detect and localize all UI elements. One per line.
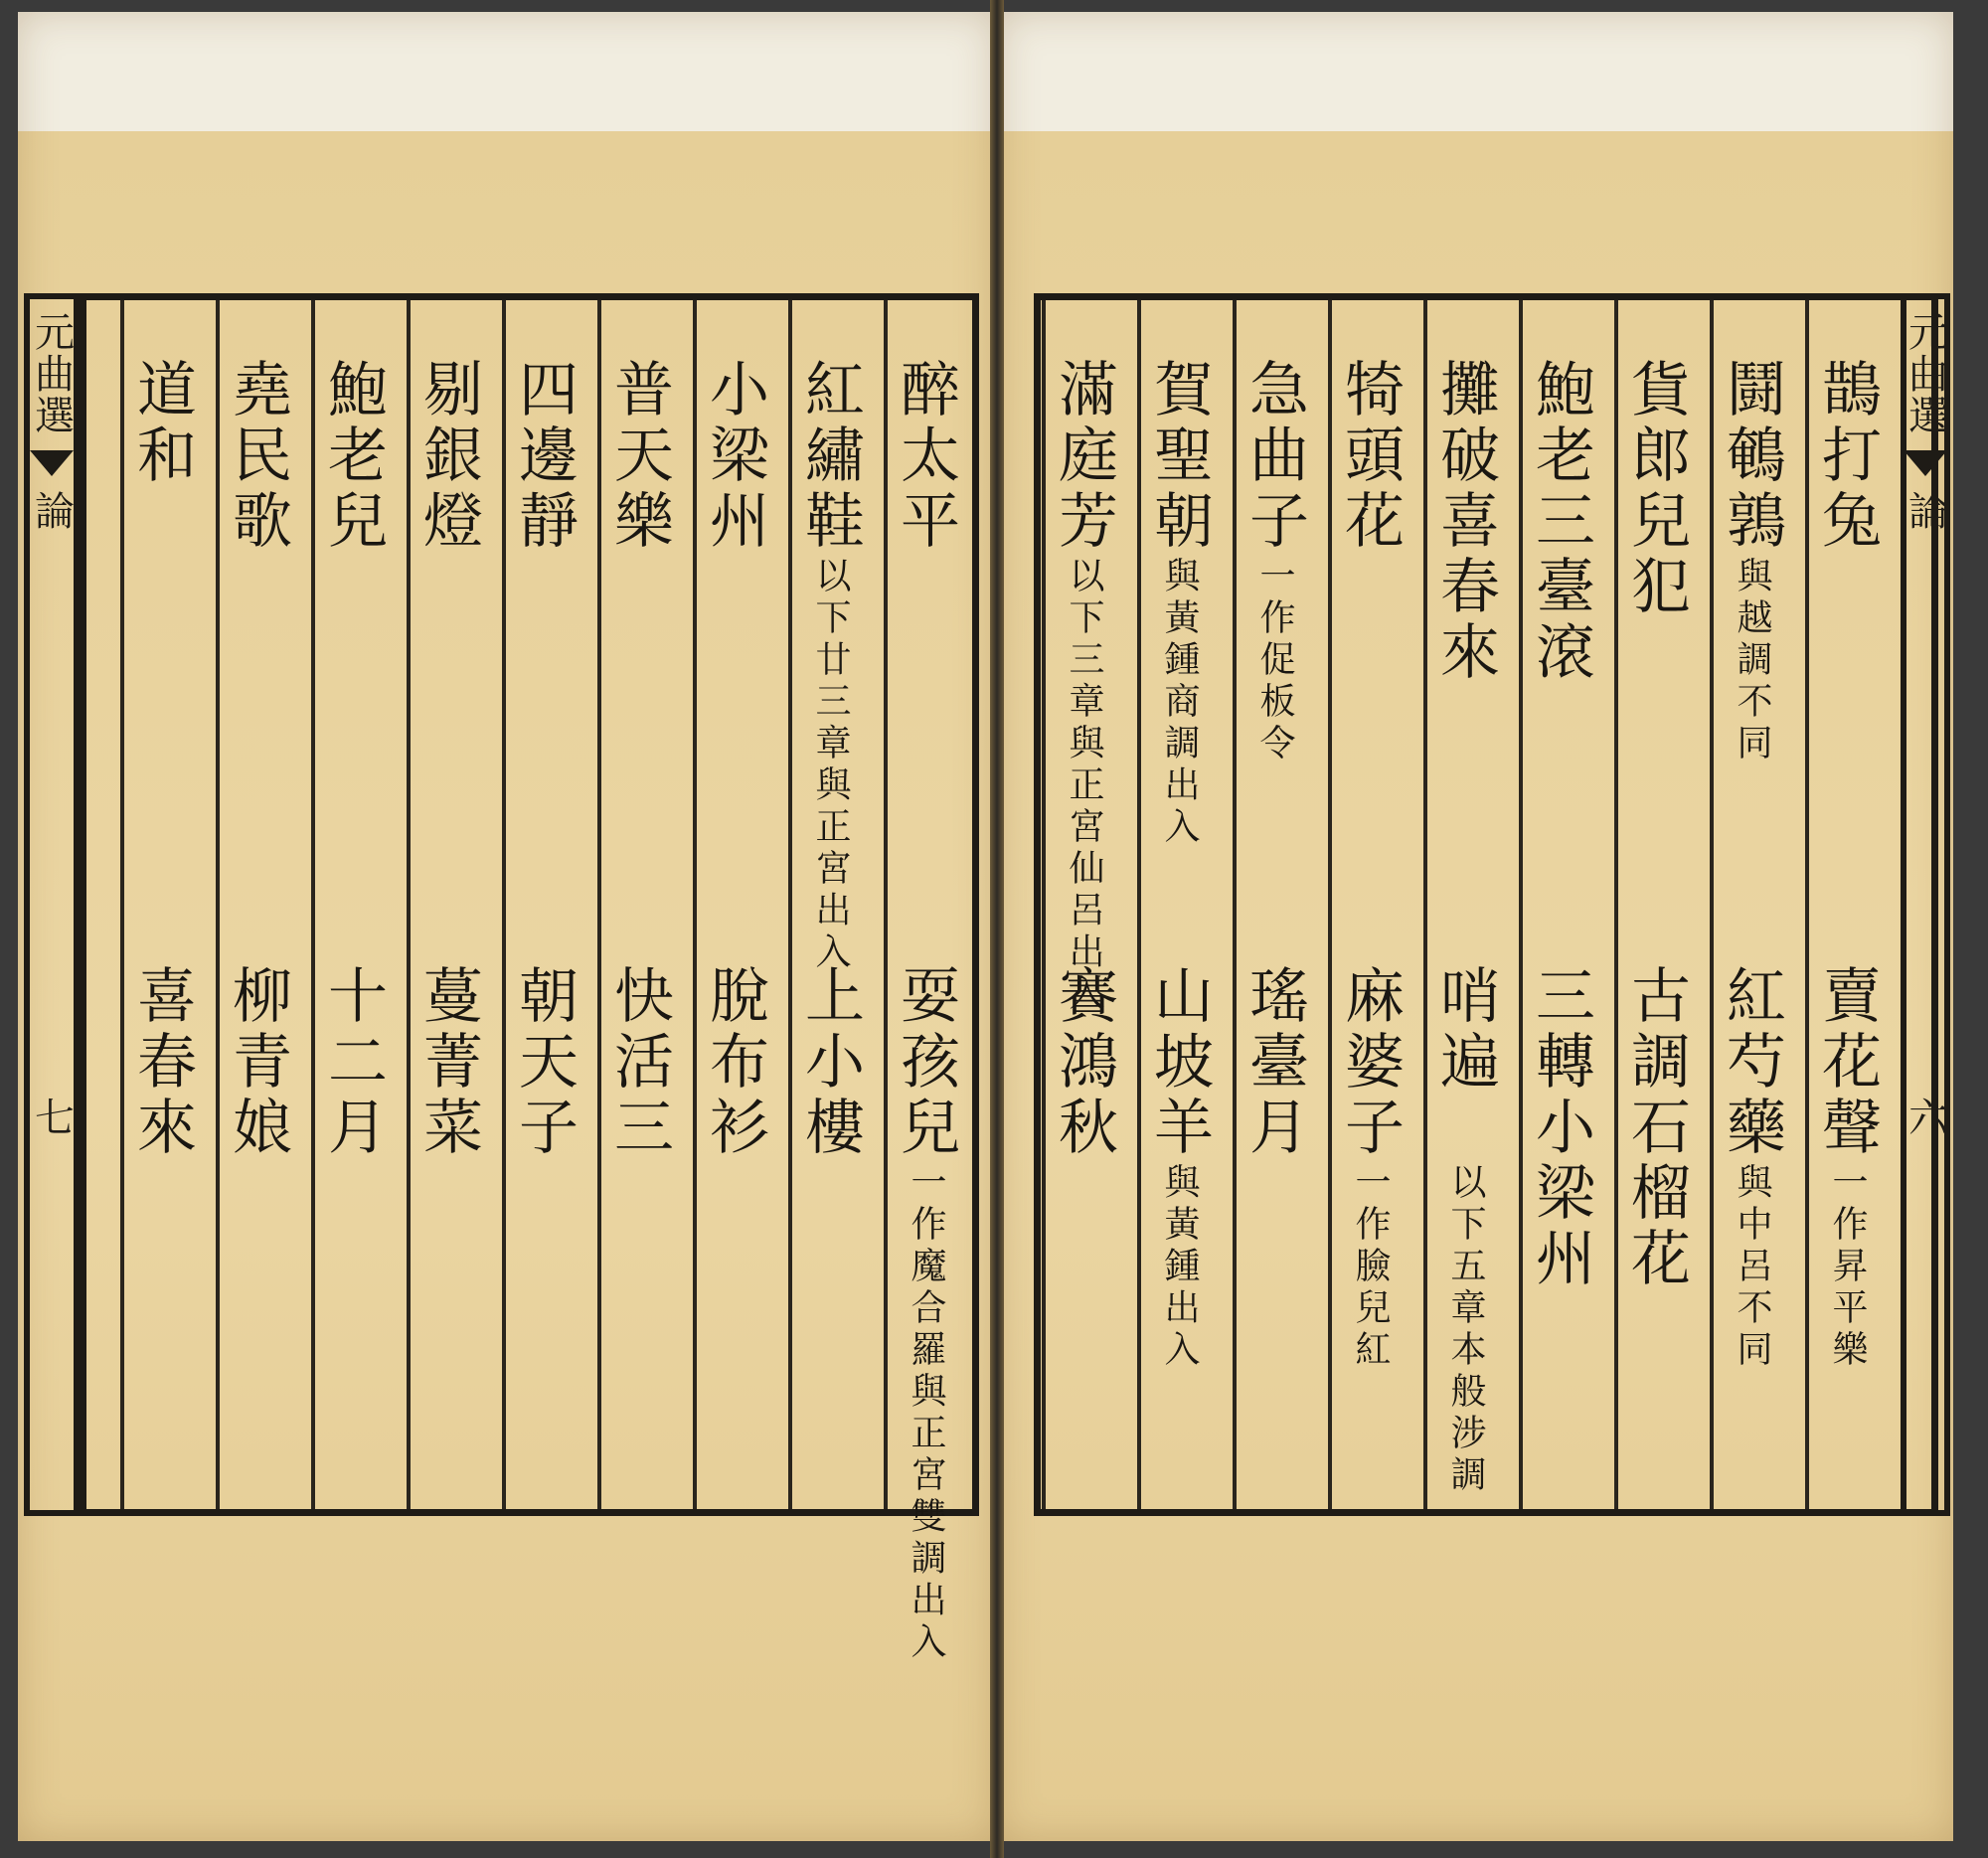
right-banxin bbox=[1901, 293, 1950, 1516]
tune-title-lower: 喜春來 bbox=[127, 964, 197, 1161]
tune-title-lower: 三轉小梁州 bbox=[1526, 964, 1595, 1292]
tune-note-lower: 一作昇平樂 bbox=[1827, 1163, 1868, 1372]
tune-title-lower: 上小樓 bbox=[795, 964, 865, 1161]
right-banxin-title: 元曲選 bbox=[1902, 311, 1948, 436]
right-banxin-page: 六 bbox=[1902, 1097, 1948, 1138]
tune-title-upper: 急曲子 bbox=[1240, 358, 1309, 555]
tune-title-upper: 賀聖朝 bbox=[1144, 358, 1214, 555]
tune-title-lower: 麻婆子 bbox=[1335, 964, 1405, 1161]
tune-title-lower: 賣花聲 bbox=[1812, 964, 1882, 1161]
tune-title-upper: 貨郎兒犯 bbox=[1621, 358, 1691, 620]
tune-title-lower: 哨遍 bbox=[1430, 964, 1500, 1096]
tune-title-lower: 瑤臺月 bbox=[1240, 964, 1309, 1161]
tune-title-lower: 蔓菁菜 bbox=[414, 964, 483, 1161]
tune-title-upper: 鮑老三臺滾 bbox=[1526, 358, 1595, 686]
tune-title-upper: 道和 bbox=[127, 358, 197, 489]
tune-title-lower: 快活三 bbox=[604, 964, 674, 1161]
tune-title-upper: 紅繡鞋 bbox=[795, 358, 865, 555]
tune-note-upper: 與黃鍾商調出入 bbox=[1159, 557, 1200, 849]
tune-note-lower: 一作臉兒紅 bbox=[1350, 1163, 1391, 1372]
tune-note-lower: 與中呂不同 bbox=[1732, 1163, 1772, 1372]
left-banxin-title: 元曲選 bbox=[28, 311, 75, 436]
tune-title-upper: 鵲打兔 bbox=[1812, 358, 1882, 555]
tune-title-lower: 十二月 bbox=[318, 964, 388, 1161]
tune-title-lower: 紅芍藥 bbox=[1717, 964, 1786, 1161]
tune-title-lower: 耍孩兒 bbox=[891, 964, 960, 1161]
tune-note-lower: 與黃鍾出入 bbox=[1159, 1163, 1200, 1372]
book-fold bbox=[990, 0, 1004, 1858]
right-banxin-section: 論 bbox=[1902, 490, 1948, 532]
tune-title-upper: 普天樂 bbox=[604, 358, 674, 555]
tune-note-lower: 以下五章本般涉調 bbox=[1445, 1163, 1486, 1497]
tune-title-upper: 滿庭芳 bbox=[1049, 358, 1118, 555]
tune-title-upper: 堯民歌 bbox=[223, 358, 292, 555]
left-banxin-page: 七 bbox=[28, 1097, 75, 1138]
tune-title-upper: 攤破喜春來 bbox=[1430, 358, 1500, 686]
tune-note-lower: 一作魔合羅與正宮雙調出入 bbox=[906, 1163, 946, 1664]
tune-note-upper: 以下三章與正宮仙呂出入 bbox=[1064, 557, 1104, 1016]
tune-title-lower: 脫布衫 bbox=[700, 964, 769, 1161]
fish-tail-mark bbox=[1904, 450, 1947, 476]
tune-title-upper: 四邊靜 bbox=[509, 358, 579, 555]
tune-title-lower: 山坡羊 bbox=[1144, 964, 1214, 1161]
tune-title-upper: 鬪鵪鶉 bbox=[1717, 358, 1786, 555]
fish-tail-mark bbox=[30, 450, 74, 476]
tune-note-upper: 與越調不同 bbox=[1732, 557, 1772, 765]
tune-note-upper: 一作促板令 bbox=[1254, 557, 1295, 765]
tune-note-upper: 以下廿三章與正宮出入 bbox=[810, 557, 851, 974]
tune-title-upper: 剔銀燈 bbox=[414, 358, 483, 555]
tune-title-lower: 柳青娘 bbox=[223, 964, 292, 1161]
left-banxin-section: 論 bbox=[28, 490, 75, 532]
tune-title-lower: 朝天子 bbox=[509, 964, 579, 1161]
tune-title-lower: 古調石榴花 bbox=[1621, 964, 1691, 1292]
tune-title-upper: 鮑老兒 bbox=[318, 358, 388, 555]
tune-title-upper: 犄頭花 bbox=[1335, 358, 1405, 555]
tune-title-lower: 賽鴻秋 bbox=[1049, 964, 1118, 1161]
tune-title-upper: 小梁州 bbox=[700, 358, 769, 555]
left-banxin bbox=[24, 293, 80, 1516]
tune-title-upper: 醉太平 bbox=[891, 358, 960, 555]
